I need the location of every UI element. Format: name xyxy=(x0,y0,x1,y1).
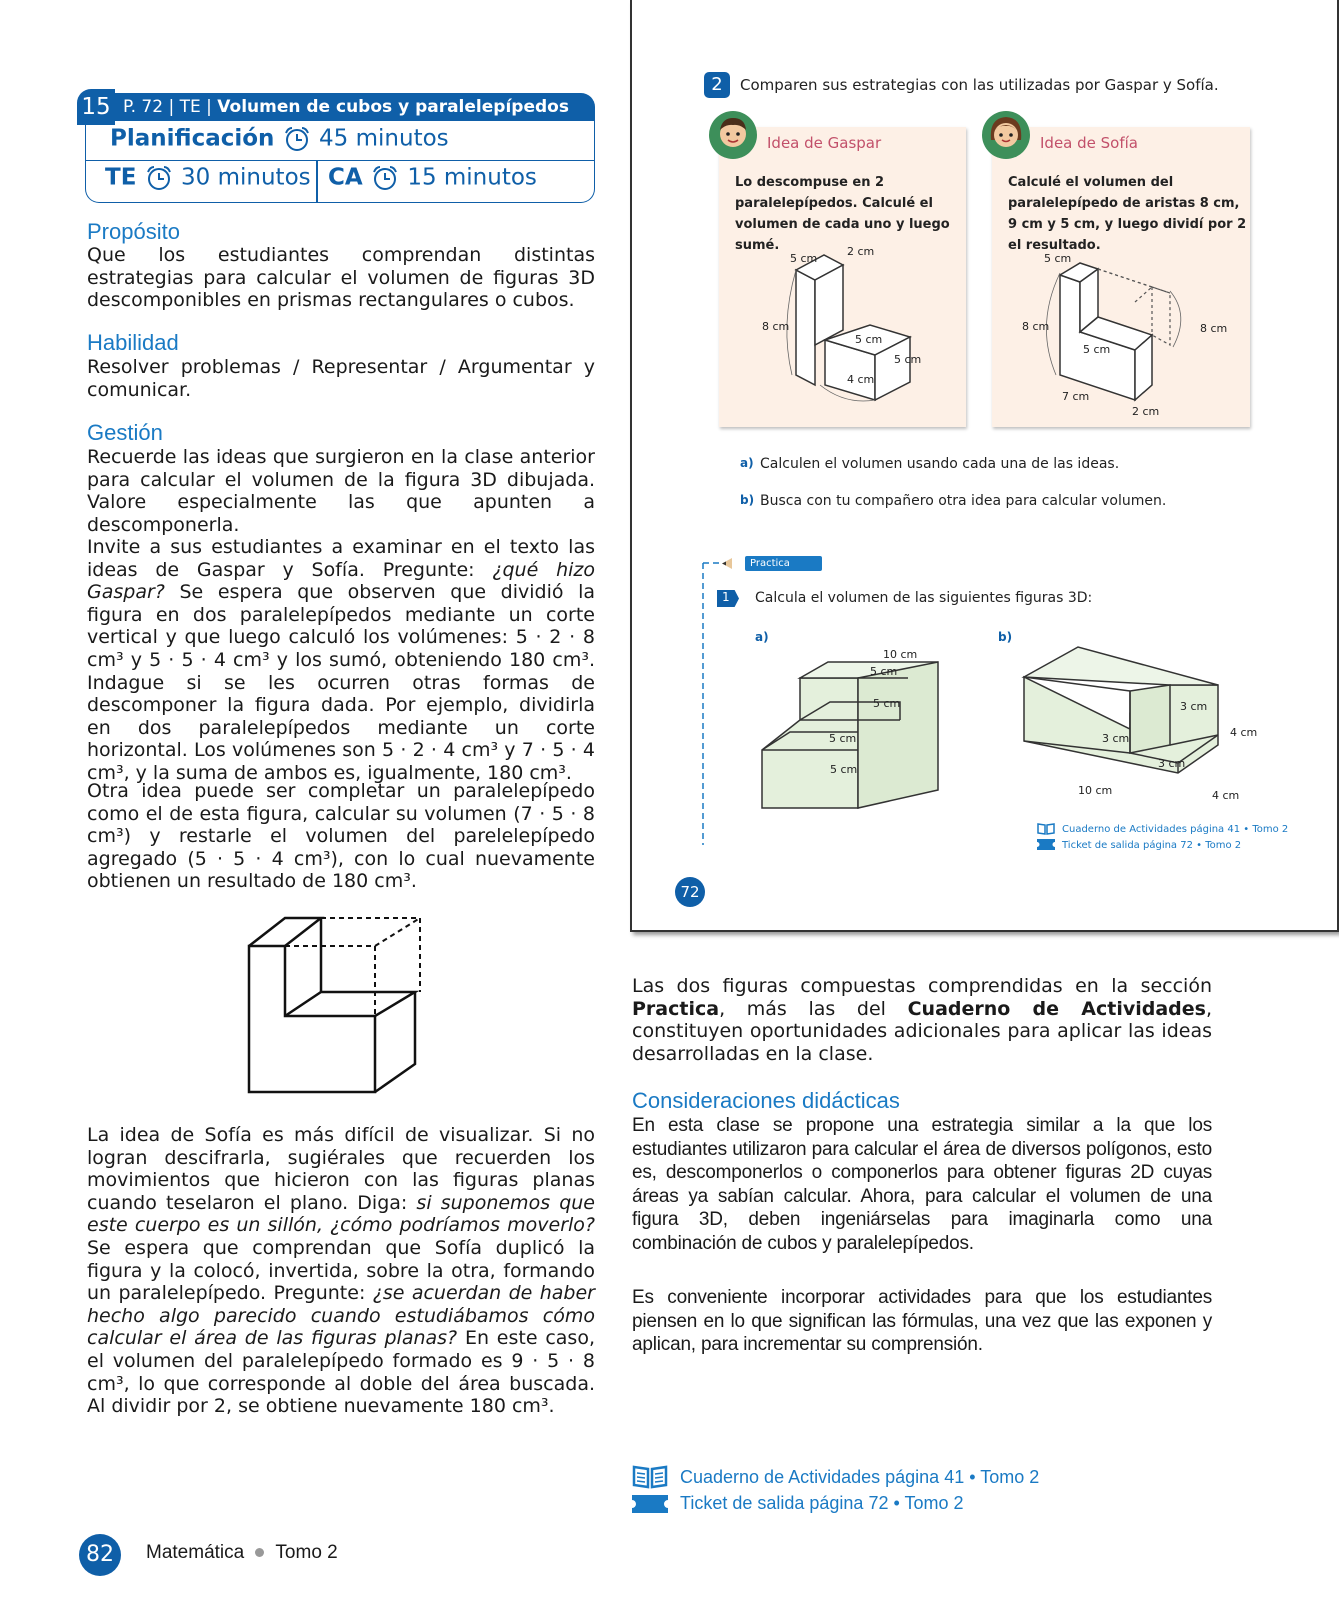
gaspar-title: Idea de Gaspar xyxy=(767,134,882,152)
text-run: En este caso, el volumen del paralelepípedo formado es 9 · 5 · 8 cm³, lo que corresponde al doble del área buscada. Al dividir por 2, se obtiene nuevamente 180 cm³. xyxy=(87,1327,595,1418)
alarm-clock-icon xyxy=(144,164,174,192)
planning-ca xyxy=(328,164,537,192)
text-run: Las dos figuras compuestas comprendidas en la sección xyxy=(632,975,1212,997)
separator: | xyxy=(168,97,180,117)
text-run: Se espera que observen que dividió la figura en dos paralelepípedos mediante un corte vertical y que luego calculó los volúmenes: 5 · 2 · 8 cm³ y 5 · 5 · 4 cm³ y los sumó, obteniendo 180 cm³. Indague si se les ocurren otras formas de descomponer la figura dada. Por ejemplo, dividirla en dos paralelepípedos mediante un corte horizontal. Los volúmenes son 5 · 2 · 4 cm³ y 7 · 5 · 4 cm³, y la suma de ambos es, igualmente, 180 cm³. xyxy=(87,581,595,784)
te-ref: TE xyxy=(179,97,201,117)
gaspar-dim: 4 cm xyxy=(847,373,875,386)
proposito-text: Que los estudiantes comprendan distintas estrategias para calcular el volumen de figuras 3D descomponibles en prismas rectangulares o cubos. xyxy=(87,244,595,312)
figure-a-stairs xyxy=(760,660,960,810)
question-run: ¿se acuerdan de haber hecho algo parecido cuando estudiábamos cómo calcular el área de las figuras planas? xyxy=(87,1282,595,1350)
gestion-paragraph-4 xyxy=(87,1124,595,1418)
figure-b-dim: 4 cm xyxy=(1212,789,1240,802)
ticket-icon xyxy=(1037,839,1055,850)
te-label: TE xyxy=(105,164,137,191)
footer-dot xyxy=(255,1548,264,1557)
planning-divider xyxy=(316,161,318,202)
ref-ticket: Ticket de salida página 72 • Tomo 2 xyxy=(680,1493,964,1513)
mini-ref-cuaderno: Cuaderno de Actividades página 41 • Tomo 2 xyxy=(1062,824,1289,835)
bold-run: Cuaderno de Actividades xyxy=(907,997,1206,1020)
figure-b-dim: 3 cm xyxy=(1158,757,1186,770)
student-page-number: 72 xyxy=(675,877,705,907)
sofia-dim: 5 cm xyxy=(1044,252,1072,265)
separator: | xyxy=(206,97,218,117)
ca-label: CA xyxy=(328,164,363,191)
gaspar-dim: 5 cm xyxy=(855,333,883,346)
sofia-text: Calculé el volumen del paralelepípedo de aristas 8 cm, 9 cm y 5 cm, y luego dividí por 2 el resultado. xyxy=(1008,175,1247,253)
gaspar-text: Lo descompuse en 2 paralelepípedos. Calculé el volumen de cada uno y luego sumé. xyxy=(735,175,950,253)
planning-label: Planificación xyxy=(110,125,275,152)
figure-a-label: a) xyxy=(755,630,769,644)
footer-volume: Tomo 2 xyxy=(275,1542,338,1563)
planning-te xyxy=(105,164,311,192)
item-a-label: a) xyxy=(740,456,754,470)
text-run: , más las del xyxy=(719,997,908,1020)
practice-1-text: Calcula el volumen de las siguientes figuras 3D: xyxy=(755,590,1093,606)
bold-run: Practica xyxy=(632,997,720,1020)
question-run: ¿qué hizo Gaspar? xyxy=(87,558,595,604)
page-ref: P. 72 xyxy=(123,97,164,117)
text-run: Se espera que comprendan que Sofía duplicó la figura y la colocó, invertida, sobre la otra, formando un paralelepípedo. Pregunte: xyxy=(87,1236,595,1305)
book-icon xyxy=(1037,823,1055,835)
figure-a-dim: 10 cm xyxy=(883,648,918,661)
habilidad-title: Habilidad xyxy=(87,330,179,355)
alarm-clock-icon xyxy=(282,125,312,153)
question-2-text: Comparen sus estrategias con las utilizadas por Gaspar y Sofía. xyxy=(740,76,1219,94)
footer-subject: Matemática xyxy=(146,1542,245,1563)
consideraciones-paragraph-2: Es conveniente incorporar actividades para que los estudiantes piensen en lo que significan las fórmulas, una vez que las exponen y aplican, para incrementar su comprensión. xyxy=(632,1287,1212,1355)
question-run: si suponemos que este cuerpo es un sillón, ¿cómo podríamos moverlo? xyxy=(87,1191,595,1237)
proposito-title: Propósito xyxy=(87,219,180,244)
figure-a-dim: 5 cm xyxy=(870,665,898,678)
figure-b-notched-block xyxy=(1018,645,1243,785)
sofia-dim: 8 cm xyxy=(1022,320,1050,333)
question-2-number: 2 xyxy=(704,72,730,98)
gaspar-dim: 8 cm xyxy=(762,320,790,333)
lesson-title: Volumen de cubos y paralelepípedos xyxy=(217,97,569,117)
text-run: , constituyen oportunidades adicionales para aplicar las ideas desarrolladas en la clase. xyxy=(632,997,1212,1065)
figure-a-dim: 5 cm xyxy=(830,763,858,776)
text-run: La idea de Sofía es más difícil de visualizar. Si no logran descifrarla, sugiérales que recuerden los movimientos que hicieron con las figuras planas cuando teselaron el plano. Diga: xyxy=(87,1124,595,1214)
completed-parallelepiped-figure xyxy=(245,916,435,1106)
sofia-dim: 8 cm xyxy=(1200,322,1228,335)
item-a-text: Calculen el volumen usando cada una de las ideas. xyxy=(760,456,1120,472)
sofia-dim: 7 cm xyxy=(1062,390,1090,403)
item-b-label: b) xyxy=(740,493,755,507)
alarm-clock-icon xyxy=(370,164,400,192)
figure-b-dim: 3 cm xyxy=(1102,732,1130,745)
page-number: 82 xyxy=(79,1534,121,1576)
te-time: 30 minutos xyxy=(181,164,311,191)
figure-b-dim: 4 cm xyxy=(1230,726,1258,739)
consideraciones-title: Consideraciones didácticas xyxy=(632,1088,900,1113)
ref-cuaderno: Cuaderno de Actividades página 41 • Tomo 2 xyxy=(680,1467,1040,1487)
gaspar-dim: 2 cm xyxy=(847,245,875,258)
gaspar-avatar xyxy=(708,110,758,160)
gaspar-dim: 5 cm xyxy=(790,252,818,265)
book-icon xyxy=(632,1465,668,1489)
habilidad-text: Resolver problemas / Representar / Argumentar y comunicar. xyxy=(87,356,595,401)
footer-text xyxy=(146,1542,338,1564)
practice-1-number: 1 xyxy=(722,590,730,604)
sofia-avatar xyxy=(981,110,1031,160)
sofia-dim: 5 cm xyxy=(1083,343,1111,356)
planning-time: 45 minutos xyxy=(319,125,449,152)
gestion-paragraph-2 xyxy=(87,536,595,785)
ticket-icon xyxy=(632,1493,668,1515)
ca-time: 15 minutos xyxy=(407,164,537,191)
planning-total xyxy=(110,125,449,153)
gestion-title: Gestión xyxy=(87,420,163,445)
gaspar-dim: 5 cm xyxy=(894,353,922,366)
figure-b-dim: 10 cm xyxy=(1078,784,1113,797)
text-run: Invite a sus estudiantes a examinar en el texto las ideas de Gaspar y Sofía. Pregunte: xyxy=(87,536,595,581)
item-b-text: Busca con tu compañero otra idea para calcular volumen. xyxy=(760,493,1167,509)
practica-tag: Practica xyxy=(745,556,822,571)
figure-a-dim: 5 cm xyxy=(829,732,857,745)
lesson-header-bar xyxy=(115,93,595,121)
gestion-paragraph-3: Otra idea puede ser completar un paralelepípedo como el de esta figura, calcular su volumen (7 · 5 · 8 cm³) y restarle el volumen del parelelepípedo agregado (5 · 5 · 4 cm³), con lo cual nuevamente obtienen un resultado de 180 cm³. xyxy=(87,780,595,893)
figure-b-label: b) xyxy=(998,630,1013,644)
figure-b-dim: 3 cm xyxy=(1180,700,1208,713)
sofia-title: Idea de Sofía xyxy=(1040,134,1138,152)
mini-ref-ticket: Ticket de salida página 72 • Tomo 2 xyxy=(1062,840,1242,851)
figure-a-dim: 5 cm xyxy=(873,697,901,710)
lesson-number: 15 xyxy=(77,89,115,125)
practica-paragraph xyxy=(632,975,1212,1065)
consideraciones-paragraph-1: En esta clase se propone una estrategia similar a la que los estudiantes utilizaron para calcular el área de diversos polígonos, esto es, descomponerlos o componerlos para obtener figuras 2D cuyas áreas ya sabían calcular. Ahora, para calcular el volumen de una figura 3D, deben ingeniárselas para imaginarla como una combinación de cubos y paralelepípedos. xyxy=(632,1115,1212,1254)
gestion-paragraph-1: Recuerde las ideas que surgieron en la clase anterior para calcular el volumen de la figura 3D dibujada. Valore especialmente las que apunten a descomponerla. xyxy=(87,446,595,536)
sofia-dim: 2 cm xyxy=(1132,405,1160,418)
